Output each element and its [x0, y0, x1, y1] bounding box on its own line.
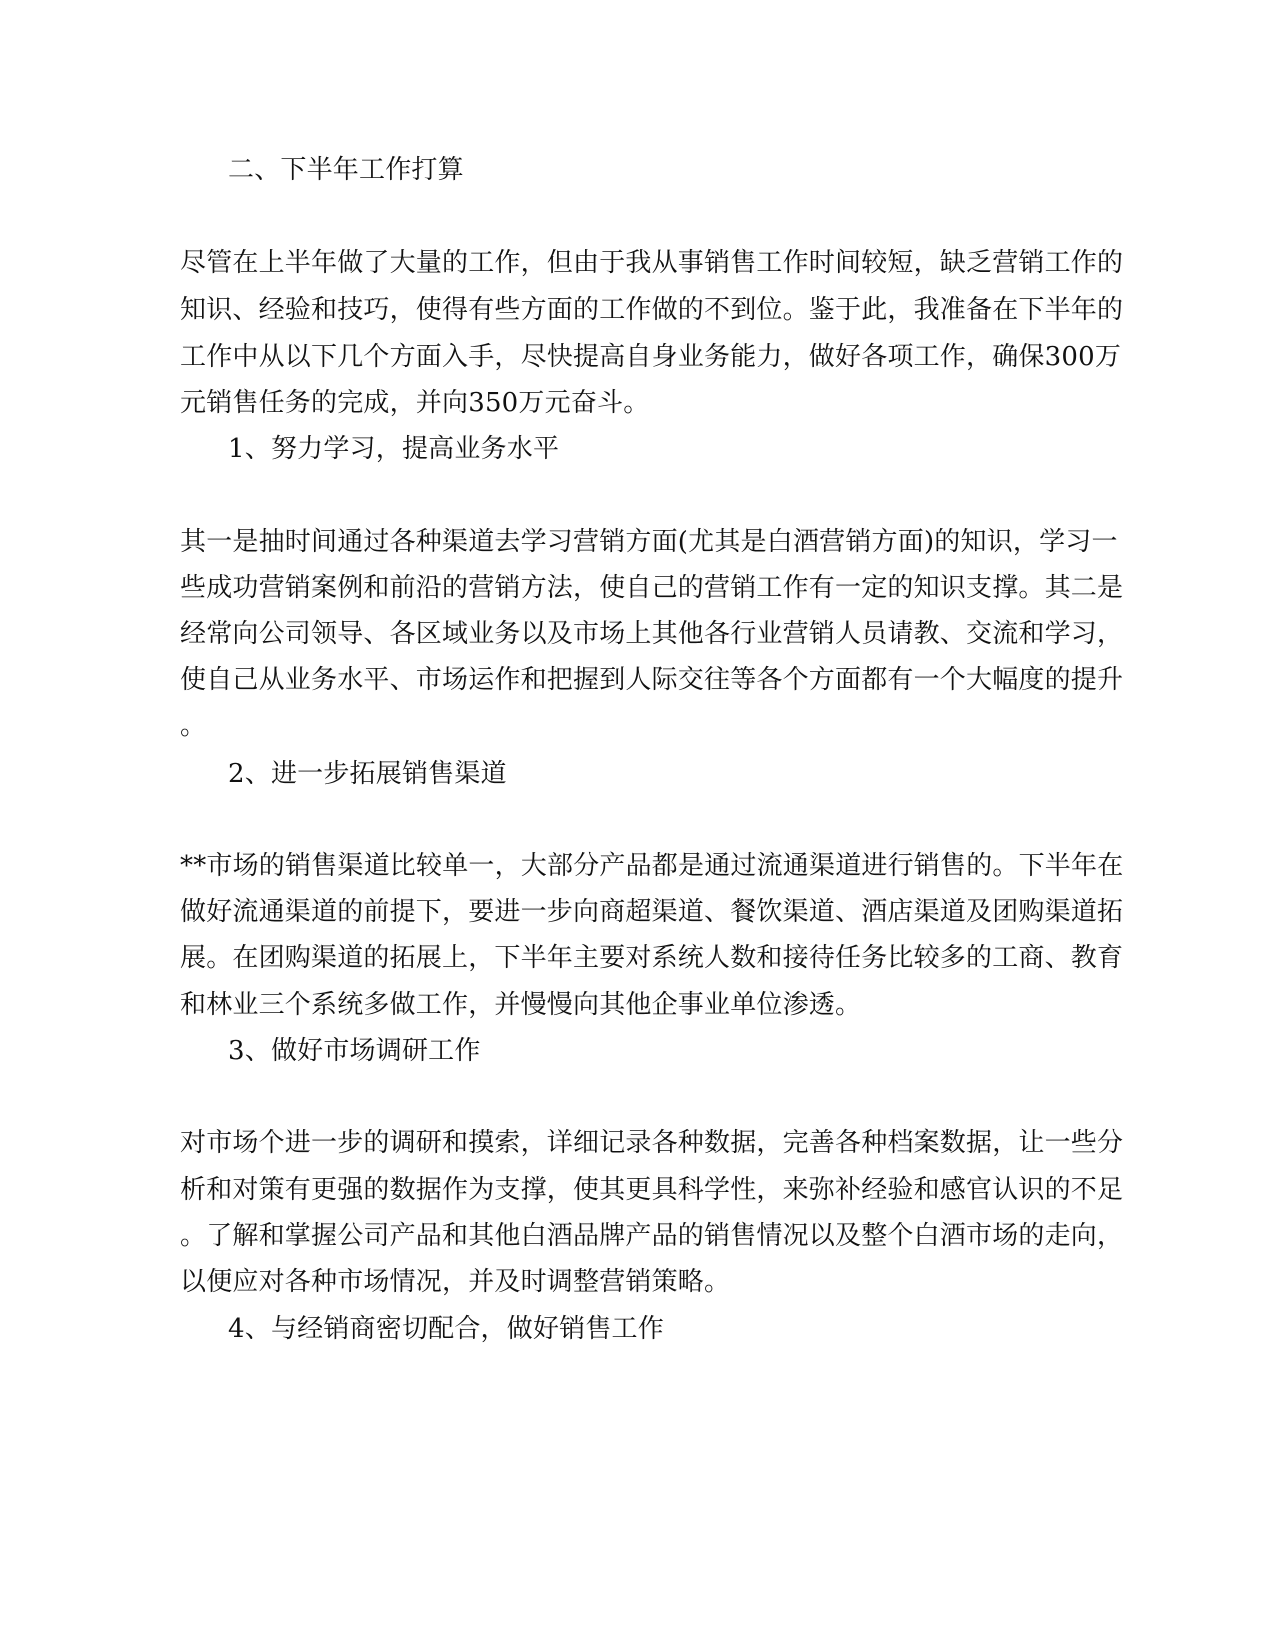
item1-line-4: 使自己从业务水平、市场运作和把握到人际交往等各个方面都有一个大幅度的提升 [180, 665, 1124, 695]
intro-line-3: 工作中从以下几个方面入手，尽快提高自身业务能力，做好各项工作，确保300万 [180, 342, 1122, 372]
item1-line-5: 。 [180, 711, 207, 741]
item1-heading: 1、努力学习，提高业务水平 [228, 434, 560, 464]
item2-line-4: 和林业三个系统多做工作，并慢慢向其他企事业单位渗透。 [180, 990, 862, 1020]
item3-heading: 3、做好市场调研工作 [228, 1036, 481, 1066]
intro-line-4: 元销售任务的完成，并向350万元奋斗。 [180, 388, 650, 418]
item3-line-4: 以便应对各种市场情况，并及时调整营销策略。 [180, 1267, 731, 1297]
item1-line-2: 些成功营销案例和前沿的营销方法，使自己的营销工作有一定的知识支撑。其二是 [180, 573, 1124, 603]
item2-line-3: 展。在团购渠道的拓展上，下半年主要对系统人数和接待任务比较多的工商、教育 [180, 943, 1124, 973]
item3-line-3: 。了解和掌握公司产品和其他白酒品牌产品的销售情况以及整个白酒市场的走向， [180, 1221, 1124, 1251]
item3-line-2: 析和对策有更强的数据作为支撑，使其更具科学性，来弥补经验和感官认识的不足 [180, 1175, 1124, 1205]
intro-line-1: 尽管在上半年做了大量的工作，但由于我从事销售工作时间较短，缺乏营销工作的 [180, 248, 1124, 278]
item2-line-1: **市场的销售渠道比较单一，大部分产品都是通过流通渠道进行销售的。下半年在 [180, 851, 1124, 881]
section-heading: 二、下半年工作打算 [228, 155, 464, 185]
item4-heading: 4、与经销商密切配合，做好销售工作 [228, 1314, 664, 1344]
item1-line-1: 其一是抽时间通过各种渠道去学习营销方面(尤其是白酒营销方面)的知识，学习一 [180, 527, 1118, 557]
item3-line-1: 对市场个进一步的调研和摸索，详细记录各种数据，完善各种档案数据，让一些分 [180, 1128, 1124, 1158]
item2-line-2: 做好流通渠道的前提下，要进一步向商超渠道、餐饮渠道、酒店渠道及团购渠道拓 [180, 897, 1124, 927]
item2-heading: 2、进一步拓展销售渠道 [228, 759, 507, 789]
item1-line-3: 经常向公司领导、各区域业务以及市场上其他各行业营销人员请教、交流和学习， [180, 619, 1124, 649]
intro-line-2: 知识、经验和技巧，使得有些方面的工作做的不到位。鉴于此，我准备在下半年的 [180, 295, 1124, 325]
